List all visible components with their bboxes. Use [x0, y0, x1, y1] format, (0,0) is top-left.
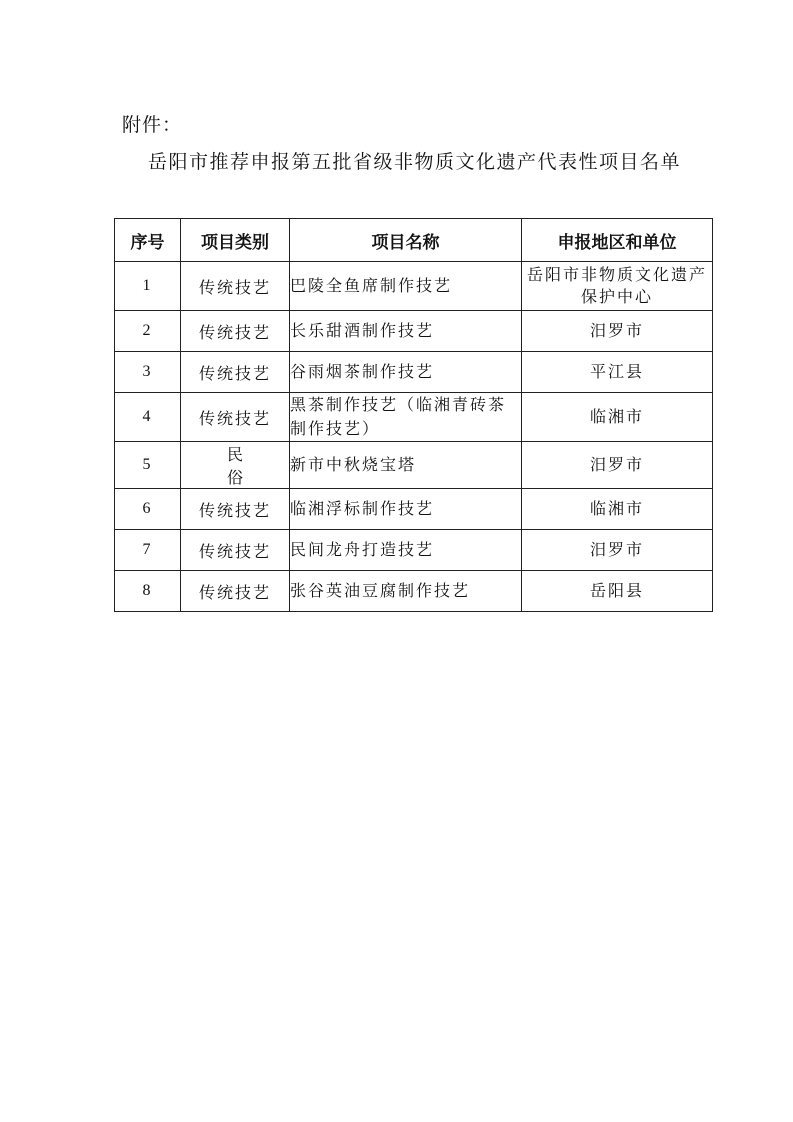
row-serial-number: 1 — [115, 262, 181, 311]
table-row — [115, 311, 713, 352]
row-applicant-unit: 临湘市 — [522, 489, 713, 530]
row-applicant-unit: 临湘市 — [522, 393, 713, 442]
row-applicant-unit: 岳阳县 — [522, 571, 713, 612]
row-category: 民俗 — [181, 442, 290, 489]
row-category: 传统技艺 — [181, 262, 290, 311]
row-category: 传统技艺 — [181, 352, 290, 393]
row-serial-number: 5 — [115, 442, 181, 489]
table-row — [115, 442, 713, 489]
header-applicant-unit: 申报地区和单位 — [522, 219, 713, 262]
row-project-name: 谷雨烟茶制作技艺 — [290, 352, 522, 393]
row-project-name: 新市中秋烧宝塔 — [290, 442, 522, 489]
table-row — [115, 393, 713, 442]
header-serial-number: 序号 — [115, 219, 181, 262]
row-serial-number: 6 — [115, 489, 181, 530]
table-row — [115, 530, 713, 571]
row-applicant-unit: 汨罗市 — [522, 311, 713, 352]
row-project-name: 黑茶制作技艺（临湘青砖茶制作技艺） — [290, 393, 522, 442]
row-project-name: 民间龙舟打造技艺 — [290, 530, 522, 571]
row-category: 传统技艺 — [181, 571, 290, 612]
header-project-name: 项目名称 — [290, 219, 522, 262]
project-list-table — [114, 218, 713, 612]
row-serial-number: 7 — [115, 530, 181, 571]
row-serial-number: 3 — [115, 352, 181, 393]
row-category: 传统技艺 — [181, 393, 290, 442]
row-project-name: 长乐甜酒制作技艺 — [290, 311, 522, 352]
table-row — [115, 571, 713, 612]
row-project-name: 巴陵全鱼席制作技艺 — [290, 262, 522, 311]
row-serial-number: 4 — [115, 393, 181, 442]
row-project-name: 张谷英油豆腐制作技艺 — [290, 571, 522, 612]
row-serial-number: 8 — [115, 571, 181, 612]
table-header-row — [115, 219, 713, 262]
row-category: 传统技艺 — [181, 530, 290, 571]
row-category: 传统技艺 — [181, 489, 290, 530]
table-row — [115, 489, 713, 530]
table-row — [115, 262, 713, 311]
document-title: 岳阳市推荐申报第五批省级非物质文化遗产代表性项目名单 — [148, 151, 682, 173]
table-row — [115, 352, 713, 393]
row-category: 传统技艺 — [181, 311, 290, 352]
row-project-name: 临湘浮标制作技艺 — [290, 489, 522, 530]
row-applicant-unit: 岳阳市非物质文化遗产保护中心 — [522, 262, 713, 311]
attachment-label: 附件： — [122, 114, 183, 136]
row-applicant-unit: 汨罗市 — [522, 442, 713, 489]
row-serial-number: 2 — [115, 311, 181, 352]
row-applicant-unit: 平江县 — [522, 352, 713, 393]
header-project-category: 项目类别 — [181, 219, 290, 262]
row-applicant-unit: 汨罗市 — [522, 530, 713, 571]
